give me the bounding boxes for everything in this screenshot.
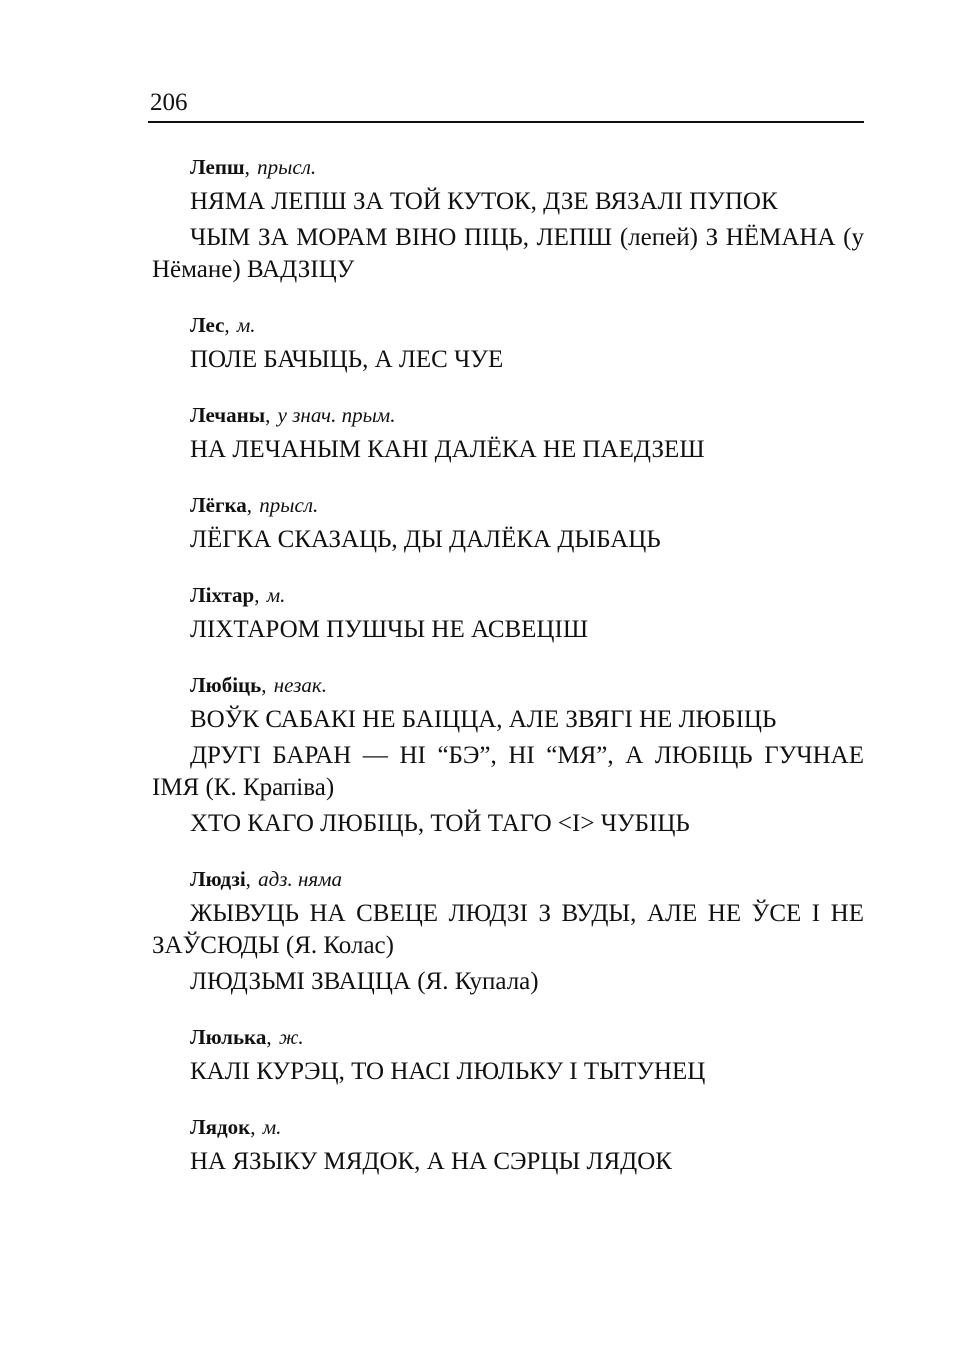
grammar-label: у знач. прым. xyxy=(277,403,396,427)
headword: Людзі xyxy=(190,867,246,891)
example-phrase: ЛЮДЗЬМІ ЗВАЦЦА (Я. Купала) xyxy=(190,968,539,995)
headword: Лес xyxy=(190,313,225,337)
example-phrase: ЧЫМ ЗА МОРАМ ВІНО ПІЦЬ, ЛЕПШ (лепей) З НЁМАНА (у Нёмане) ВАДЗІЦУ xyxy=(152,224,864,283)
grammar-label: м. xyxy=(266,583,286,607)
dictionary-entries xyxy=(152,152,864,1202)
headword: Лепш xyxy=(190,155,245,179)
grammar-label: ж. xyxy=(278,1025,304,1049)
header-rule xyxy=(148,121,864,123)
entry xyxy=(152,864,864,998)
example-phrase: НА ЛЕЧАНЫМ КАНІ ДАЛЁКА НЕ ПАЕДЗЕШ xyxy=(190,436,705,463)
entry xyxy=(152,580,864,646)
example-phrase: ЖЫВУЦЬ НА СВЕЦЕ ЛЮДЗІ З ВУДЫ, АЛЕ НЕ ЎСЕ І НЕ ЗАЎСЮДЫ (Я. Колас) xyxy=(152,900,864,959)
example-phrase: ДРУГІ БАРАН — НІ “БЭ”, НІ “МЯ”, А ЛЮБІЦЬ ГУЧНАЕ ІМЯ (К. Крапіва) xyxy=(152,742,864,801)
page-number: 206 xyxy=(150,89,188,116)
entry xyxy=(152,310,864,376)
example-phrase: КАЛІ КУРЭЦ, ТО НАСІ ЛЮЛЬКУ І ТЫТУНЕЦ xyxy=(190,1058,706,1085)
grammar-label: прысл. xyxy=(257,155,317,179)
grammar-label: прысл. xyxy=(259,493,319,517)
entry xyxy=(152,1112,864,1178)
headword: Лядок xyxy=(190,1115,251,1139)
entry xyxy=(152,670,864,840)
example-phrase: ХТО КАГО ЛЮБІЦЬ, ТОЙ ТАГО <І> ЧУБІЦЬ xyxy=(190,810,690,837)
headword: Лёгка xyxy=(190,493,247,517)
entry xyxy=(152,1022,864,1088)
entry-header: Лепш, прысл. xyxy=(190,155,317,179)
entry-header: Лечаны, у знач. прым. xyxy=(190,403,396,427)
grammar-label: адз. няма xyxy=(258,867,343,891)
grammar-label: незак. xyxy=(273,673,327,697)
entry-header: Лес, м. xyxy=(190,313,256,337)
example-phrase: НЯМА ЛЕПШ ЗА ТОЙ КУТОК, ДЗЕ ВЯЗАЛІ ПУПОК xyxy=(190,188,778,215)
headword: Любіць xyxy=(190,673,262,697)
entry-header: Ліхтар, м. xyxy=(190,583,286,607)
entry-header: Людзі, адз. няма xyxy=(190,867,343,891)
headword: Ліхтар xyxy=(190,583,255,607)
entry xyxy=(152,400,864,466)
headword: Люлька xyxy=(190,1025,267,1049)
entry xyxy=(152,152,864,286)
example-phrase: ВОЎК САБАКІ НЕ БАІЦЦА, АЛЕ ЗВЯГІ НЕ ЛЮБІЦЬ xyxy=(190,706,777,733)
entry xyxy=(152,490,864,556)
example-phrase: ПОЛЕ БАЧЫЦЬ, А ЛЕС ЧУЕ xyxy=(190,346,504,373)
entry-header: Любіць, незак. xyxy=(190,673,327,697)
grammar-label: м. xyxy=(236,313,256,337)
entry-header: Лядок, м. xyxy=(190,1115,282,1139)
grammar-label: м. xyxy=(262,1115,282,1139)
example-phrase: ЛІХТАРОМ ПУШЧЫ НЕ АСВЕЦІШ xyxy=(190,616,589,643)
example-phrase: НА ЯЗЫКУ МЯДОК, А НА СЭРЦЫ ЛЯДОК xyxy=(190,1148,672,1175)
entry-header: Люлька, ж. xyxy=(190,1025,304,1049)
entry-header: Лёгка, прысл. xyxy=(190,493,319,517)
headword: Лечаны xyxy=(190,403,266,427)
example-phrase: ЛЁГКА СКАЗАЦЬ, ДЫ ДАЛЁКА ДЫБАЦЬ xyxy=(190,526,661,553)
